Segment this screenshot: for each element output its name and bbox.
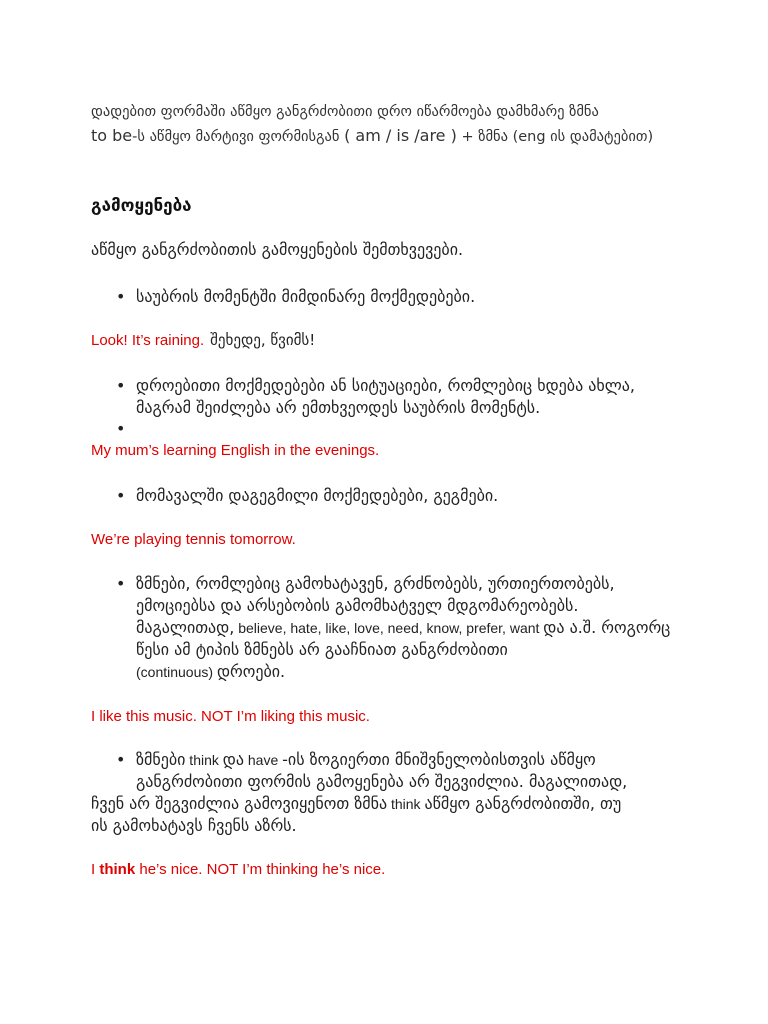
bullet-5-line-4: ის გამოხატავს ჩვენს აზრს. (91, 816, 297, 835)
bullet-text-4 (116, 573, 676, 683)
section-subheading: აწმყო განგრძობითის გამოყენების შემთხვევები. (91, 240, 464, 259)
bullet-item-3 (116, 485, 676, 507)
bullet-5-latin-think-2: think (387, 796, 425, 812)
bullet-5-text-c: -ის ზოგიერთი მნიშვნელობისთვის აწმყო (282, 750, 596, 769)
bullet-5-latin-think: think (185, 752, 223, 768)
bullet-4-text-c: დროები. (216, 662, 286, 681)
example-2 (91, 442, 379, 459)
intro-text-2: -ს აწმყო მარტივი ფორმისგან (132, 129, 340, 145)
example-5 (91, 861, 385, 878)
example-4 (91, 708, 370, 725)
example-5-post: he’s nice. NOT I’m thinking he’s nice. (135, 861, 386, 878)
example-3 (91, 531, 296, 548)
bullet-4-text-a: ზმნები, რომლებიც გამოხატავენ, გრძნობებს, ურთიერთობებს, ემოციებსა და არსებობის გამომხატველ მდგომარეობებს. მაგალითად, (136, 574, 615, 637)
bullet-5-line-3 (91, 793, 676, 815)
bullet-text-2: დროებითი მოქმედებები ან სიტუაციები, რომლებიც ხდება ახლა, მაგრამ შეიძლება არ ემთხვეოდეს საუბრის მომენტს. (136, 376, 636, 417)
bullet-item-5 (91, 749, 676, 837)
bullet-item-4 (116, 573, 676, 683)
bullet-4-latin-continuous: (continuous) (136, 664, 217, 680)
bullet-dot: • (116, 750, 126, 769)
bullet-5-text-d: ჩვენ არ შეგვიძლია გამოვიყენოთ ზმნა (91, 794, 388, 813)
bullet-dot: • (116, 486, 126, 505)
intro-to-be: to be (91, 126, 133, 145)
bullet-5-text-e: აწმყო განგრძობითში, თუ (424, 794, 622, 813)
intro-text-1: დადებით ფორმაში აწმყო განგრძობითი დრო იწარმოება დამხმარე ზმნა (91, 104, 599, 120)
intro-paragraph (91, 101, 691, 149)
bullet-text-3: მომავალში დაგეგმილი მოქმედებები, გეგმები. (136, 486, 499, 505)
bullet-dot: • (116, 287, 126, 306)
example-1-english: Look! It’s raining. (91, 332, 205, 349)
section-heading: გამოყენება (91, 196, 192, 216)
bullet-dot: • (116, 419, 126, 438)
example-4-english: I like this music. NOT I’m liking this music. (91, 708, 370, 725)
bullet-4-text-b: და ა.შ. როგორც წესი ამ ტიპის ზმნებს არ გააჩნიათ განგრძობითი (136, 618, 671, 659)
bullet-5-text-b: და (222, 750, 244, 769)
intro-forms: ( am / is /are ) (344, 126, 457, 145)
bullet-item-2 (116, 375, 676, 419)
example-3-english: We’re playing tennis tomorrow. (91, 531, 296, 548)
bullet-5-latin-have: have (244, 752, 283, 768)
bullet-dot: • (116, 574, 126, 593)
bullet-5-text-a: ზმნები (136, 750, 186, 769)
example-1 (91, 331, 315, 349)
bullet-dot: • (116, 376, 126, 395)
intro-text-3: + ზმნა (eng ის დამატებით) (456, 129, 654, 145)
bullet-text-1: საუბრის მომენტში მიმდინარე მოქმედებები. (136, 287, 476, 306)
bullet-5-line-1 (116, 749, 676, 771)
example-1-georgian: შეხედე, წვიმს! (210, 331, 316, 349)
bullet-5-line-2: განგრძობითი ფორმის გამოყენება არ შეგვიძლია. მაგალითად, (136, 772, 628, 791)
example-5-bold-think: think (99, 861, 136, 878)
bullet-item-1 (116, 286, 676, 308)
example-5-pre: I (91, 861, 100, 878)
bullet-4-latin-verbs: believe, hate, like, love, need, know, prefer, want (234, 620, 544, 636)
example-2-english: My mum’s learning English in the evenings. (91, 442, 380, 459)
